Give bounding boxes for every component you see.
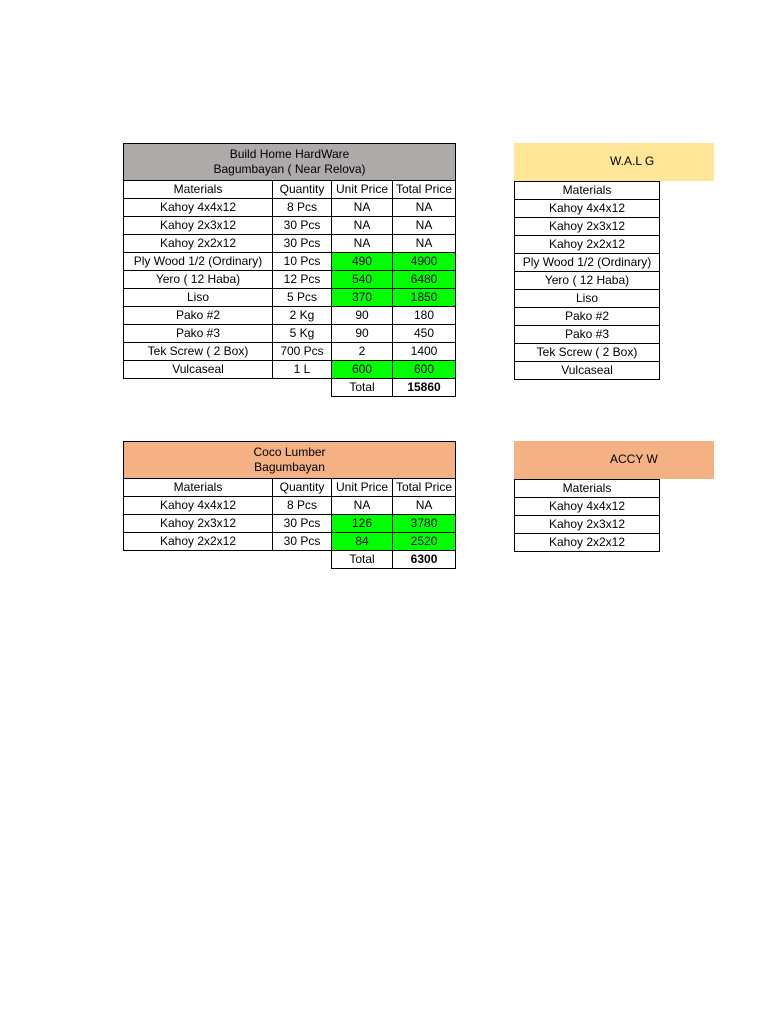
total-label: Total	[332, 551, 393, 569]
quantity-cell: 700 Pcs	[273, 343, 332, 361]
table-row	[124, 199, 456, 217]
table-row	[515, 272, 660, 290]
material-cell: Kahoy 2x3x12	[515, 218, 660, 236]
store-location: Bagumbayan ( Near Relova)	[213, 162, 366, 176]
material-cell: Kahoy 2x3x12	[124, 217, 273, 235]
col-header-total-price: Total Price	[393, 181, 456, 199]
unit-price-cell: NA	[332, 497, 393, 515]
material-cell: Vulcaseal	[515, 362, 660, 380]
quantity-cell: 12 Pcs	[273, 271, 332, 289]
table-row	[515, 308, 660, 326]
material-cell: Pako #3	[515, 326, 660, 344]
total-price-cell: 6480	[393, 271, 456, 289]
unit-price-cell: NA	[332, 235, 393, 253]
col-header-quantity: Quantity	[273, 479, 332, 497]
material-cell: Tek Screw ( 2 Box)	[124, 343, 273, 361]
table-title	[124, 144, 456, 181]
material-cell: Kahoy 2x3x12	[124, 515, 273, 533]
store-name: ACCY W	[610, 452, 658, 466]
table-row	[515, 218, 660, 236]
unit-price-cell: NA	[332, 199, 393, 217]
wal-table	[514, 181, 660, 380]
table-row	[515, 290, 660, 308]
quantity-cell: 30 Pcs	[273, 533, 332, 551]
quantity-cell: 30 Pcs	[273, 235, 332, 253]
unit-price-cell: NA	[332, 217, 393, 235]
material-cell: Pako #2	[515, 308, 660, 326]
wal-table-title	[514, 143, 714, 181]
total-price-cell: 4900	[393, 253, 456, 271]
material-cell: Yero ( 12 Haba)	[124, 271, 273, 289]
material-cell: Tek Screw ( 2 Box)	[515, 344, 660, 362]
table-row	[515, 498, 660, 516]
quantity-cell: 2 Kg	[273, 307, 332, 325]
col-header-materials: Materials	[124, 181, 273, 199]
table-row	[124, 307, 456, 325]
table-row	[515, 344, 660, 362]
col-header-materials: Materials	[515, 480, 660, 498]
total-label: Total	[332, 379, 393, 397]
store-name: Build Home HardWare	[229, 147, 350, 161]
col-header-unit-price: Unit Price	[332, 479, 393, 497]
material-cell: Kahoy 2x2x12	[124, 533, 273, 551]
material-cell: Kahoy 2x2x12	[515, 534, 660, 552]
quantity-cell: 5 Kg	[273, 325, 332, 343]
material-cell: Kahoy 4x4x12	[124, 497, 273, 515]
unit-price-cell: 90	[332, 325, 393, 343]
coco-lumber-table	[123, 441, 456, 569]
store-name: Coco Lumber	[253, 445, 326, 459]
total-price-cell: 600	[393, 361, 456, 379]
quantity-cell: 30 Pcs	[273, 217, 332, 235]
table-row	[515, 516, 660, 534]
store-name: W.A.L G	[610, 154, 655, 168]
unit-price-cell: 540	[332, 271, 393, 289]
quantity-cell: 10 Pcs	[273, 253, 332, 271]
store-location: Bagumbayan	[254, 460, 325, 474]
material-cell: Kahoy 4x4x12	[515, 200, 660, 218]
table-row	[124, 253, 456, 271]
table-row	[124, 343, 456, 361]
accy-table-title	[514, 441, 714, 479]
table-row	[124, 217, 456, 235]
material-cell: Kahoy 4x4x12	[124, 199, 273, 217]
table-row	[124, 515, 456, 533]
table-row	[124, 235, 456, 253]
header-row	[515, 182, 660, 200]
total-price-cell: NA	[393, 199, 456, 217]
col-header-quantity: Quantity	[273, 181, 332, 199]
unit-price-cell: 600	[332, 361, 393, 379]
material-cell: Pako #2	[124, 307, 273, 325]
table-row	[515, 326, 660, 344]
header-row	[124, 181, 456, 199]
table-row	[124, 497, 456, 515]
quantity-cell: 8 Pcs	[273, 199, 332, 217]
total-row	[124, 551, 456, 569]
unit-price-cell: 490	[332, 253, 393, 271]
material-cell: Liso	[515, 290, 660, 308]
table-title	[124, 442, 456, 479]
header-row	[515, 480, 660, 498]
col-header-materials: Materials	[124, 479, 273, 497]
quantity-cell: 5 Pcs	[273, 289, 332, 307]
material-cell: Ply Wood 1/2 (Ordinary)	[124, 253, 273, 271]
material-cell: Yero ( 12 Haba)	[515, 272, 660, 290]
material-cell: Kahoy 2x2x12	[515, 236, 660, 254]
accy-table	[514, 479, 660, 552]
total-price-cell: NA	[393, 217, 456, 235]
table-row	[515, 534, 660, 552]
quantity-cell: 1 L	[273, 361, 332, 379]
header-row	[124, 479, 456, 497]
total-price-cell: 180	[393, 307, 456, 325]
material-cell: Ply Wood 1/2 (Ordinary)	[515, 254, 660, 272]
total-value: 15860	[393, 379, 456, 397]
col-header-unit-price: Unit Price	[332, 181, 393, 199]
total-price-cell: 450	[393, 325, 456, 343]
col-header-total-price: Total Price	[393, 479, 456, 497]
table-row	[515, 362, 660, 380]
table-row	[124, 325, 456, 343]
unit-price-cell: 90	[332, 307, 393, 325]
material-cell: Liso	[124, 289, 273, 307]
total-price-cell: 1850	[393, 289, 456, 307]
table-row	[124, 289, 456, 307]
quantity-cell: 8 Pcs	[273, 497, 332, 515]
material-cell: Vulcaseal	[124, 361, 273, 379]
total-price-cell: NA	[393, 497, 456, 515]
table-row	[124, 271, 456, 289]
total-price-cell: 2520	[393, 533, 456, 551]
unit-price-cell: 126	[332, 515, 393, 533]
unit-price-cell: 2	[332, 343, 393, 361]
table-row	[124, 533, 456, 551]
material-cell: Kahoy 2x3x12	[515, 516, 660, 534]
table-row	[515, 200, 660, 218]
table-row	[515, 254, 660, 272]
unit-price-cell: 84	[332, 533, 393, 551]
build-home-hardware-table	[123, 143, 456, 397]
table-row	[515, 236, 660, 254]
total-price-cell: 1400	[393, 343, 456, 361]
material-cell: Kahoy 4x4x12	[515, 498, 660, 516]
quantity-cell: 30 Pcs	[273, 515, 332, 533]
table-row	[124, 361, 456, 379]
unit-price-cell: 370	[332, 289, 393, 307]
total-row	[124, 379, 456, 397]
total-price-cell: NA	[393, 235, 456, 253]
col-header-materials: Materials	[515, 182, 660, 200]
total-price-cell: 3780	[393, 515, 456, 533]
material-cell: Kahoy 2x2x12	[124, 235, 273, 253]
total-value: 6300	[393, 551, 456, 569]
material-cell: Pako #3	[124, 325, 273, 343]
